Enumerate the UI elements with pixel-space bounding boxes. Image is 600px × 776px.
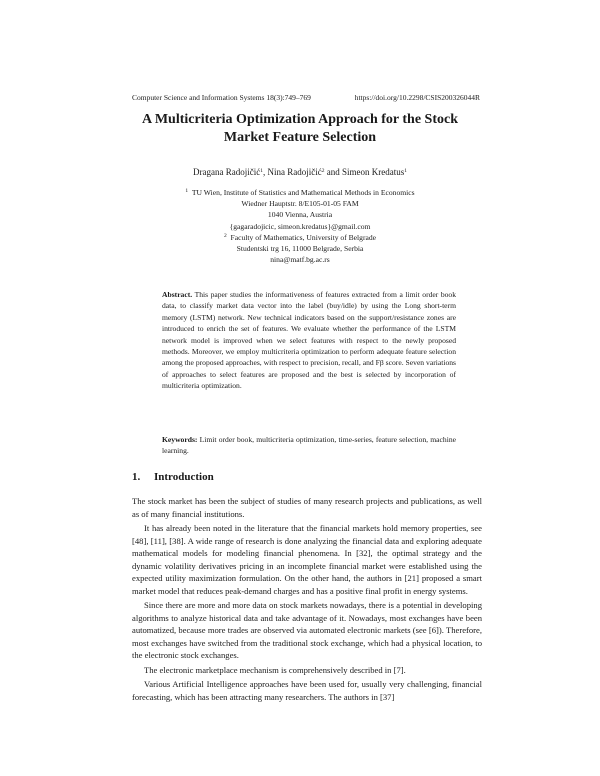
affiliations <box>150 187 450 265</box>
affiliation-1-line-3: 1040 Vienna, Austria <box>267 210 333 220</box>
author-list <box>120 167 480 177</box>
title-line-1: A Multicriteria Optimization Approach for the Stock <box>141 112 458 127</box>
keywords-label: Keywords: <box>162 435 198 444</box>
body-text <box>132 495 482 703</box>
author-3: Simeon Kredatus <box>341 167 405 177</box>
section-number: 1. <box>132 471 141 483</box>
affiliation-1-marker: 1 <box>185 188 189 194</box>
paper-title <box>120 111 480 147</box>
running-header <box>132 93 480 102</box>
section-heading <box>132 471 214 483</box>
paragraph-3: Since there are more and more data on stock markets nowadays, there is a potential in developing algorithms to analyze historical data and take advantage of it. Nowadays, most exchanges have been automatized, because more trades are observed via automated electronic markets (see [6]). Therefore, most exchanges have switched from the traditional stock exchange, which had a physical location, to the electronic stock exchanges. <box>132 600 482 660</box>
keywords <box>162 434 456 457</box>
author-separator-2: and <box>324 167 342 177</box>
affiliation-2-marker: 2 <box>223 232 227 239</box>
abstract <box>162 289 456 392</box>
author-2-affil: 2 <box>321 168 325 174</box>
author-separator-1: , <box>262 167 268 177</box>
journal-citation: Computer Science and Information Systems 18(3):749–769 <box>132 93 311 102</box>
abstract-text: This paper studies the informativeness of features extracted from a limit order book data, to classify market data vector into the label (buy/idle) by using the Long short-term memory (LSTM) network. New technical indicators based on the support/resistance zones are introduced to enrich the set of features. We evaluate whether the performance of the LSTM network model is improved when we select features with respect to the newly proposed methods. Moreover, we employ multicriteria optimization to perform adequate feature selection among the proposed approaches, with respect to precision, recall, and Fβ score. Seven variations of approaches to select features are proposed and the best is selected by incorporation of multicriteria optimization. <box>162 290 457 391</box>
paragraph-1: The stock market has been the subject of studies of many research projects and publications, as well as of many financial institutions. <box>132 496 482 519</box>
affiliation-1-institute: TU Wien, Institute of Statistics and Mathematical Methods in Economics <box>191 188 415 197</box>
affiliation-1-line-2: Wiedner Hauptstr. 8/E105-01-05 FAM <box>241 199 359 209</box>
author-1-affil: 1 <box>260 168 263 174</box>
affiliation-2-email[interactable]: nina@matf.bg.ac.rs <box>270 255 330 265</box>
affiliation-2-line-2: Studentski trg 16, 11000 Belgrade, Serbia <box>236 244 364 254</box>
author-2: Nina Radojičić <box>267 167 322 177</box>
affiliation-1-email[interactable]: {gagaradojicic, simeon.kredatus}@gmail.com <box>229 221 371 231</box>
author-3-affil: 1 <box>404 168 407 174</box>
affiliation-1-line-1 <box>150 187 450 198</box>
title-line-2: Market Feature Selection <box>223 130 377 145</box>
abstract-label: Abstract. <box>162 290 193 299</box>
author-1: Dragana Radojičić <box>193 167 261 177</box>
doi-link[interactable]: https://doi.org/10.2298/CSIS200326044R <box>354 93 480 102</box>
affiliation-2-line-1 <box>150 232 450 243</box>
paragraph-5: Various Artificial Intelligence approaches have been used for, usually very challenging, financial forecasting, which has been attracting many researchers. The authors in [37] <box>132 679 482 702</box>
keywords-text: Limit order book, multicriteria optimization, time-series, feature selection, machine learning. <box>162 435 456 456</box>
paragraph-2: It has already been noted in the literature that the financial markets hold memory properties, see [48], [11], [38]. A wide range of research is done analyzing the financial data and exploring adequate mathematical models for modeling financial phenomena. In [32], the optimal strategy and the dynamic volatility derivatives pricing in an incomplete financial market were established using the expected utility maximization formulation. On the other hand, the authors in [21] proposed a smart market model that reduces peak-demand charges and has a positive final profit in energy systems. <box>132 523 482 596</box>
paragraph-4: The electronic marketplace mechanism is comprehensively described in [7]. <box>144 664 406 675</box>
affiliation-2-institute: Faculty of Mathematics, University of Belgrade <box>230 232 377 242</box>
section-title: Introduction <box>154 471 214 483</box>
